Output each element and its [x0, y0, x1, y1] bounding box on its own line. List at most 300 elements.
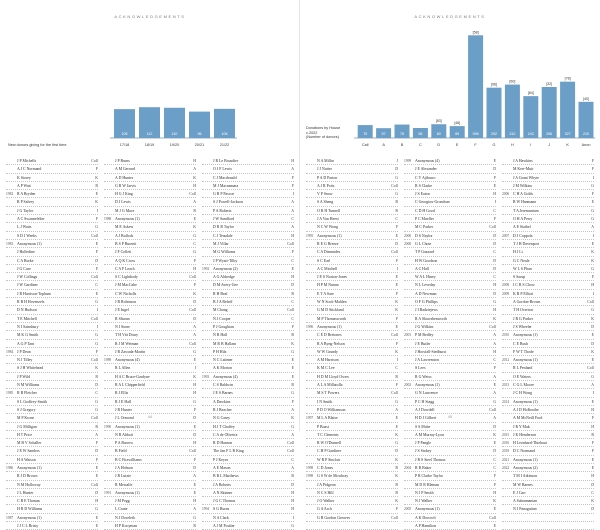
- donor-house: A: [291, 208, 294, 213]
- donor-name: Anonymous (1): [115, 217, 140, 222]
- donor-house: E: [493, 507, 496, 512]
- donor-name: J P Dean: [17, 349, 31, 354]
- list-item: [6, 323, 98, 331]
- list-item: [202, 497, 294, 505]
- donor-house: B: [395, 482, 398, 487]
- donor-name: A N Skinner: [213, 490, 233, 495]
- donor-year: 2021: [502, 457, 510, 462]
- list-item: [202, 373, 294, 381]
- donor-house: D: [395, 241, 398, 246]
- donor-name: N J Cooper: [213, 316, 231, 321]
- donor-house: H: [591, 283, 594, 288]
- running-header-right: ACKNOWLEDGEMENTS: [414, 14, 486, 19]
- donor-name: J R G Parker: [513, 316, 533, 321]
- list-item: [202, 423, 294, 431]
- list-item: [502, 273, 594, 281]
- list-item: [104, 348, 196, 356]
- donor-house: F: [95, 250, 98, 255]
- donor-house: H: [493, 308, 496, 313]
- donor-house: K: [591, 499, 594, 504]
- donor-name: N J P Smith: [415, 490, 434, 495]
- donor-house: F: [591, 192, 594, 197]
- donor-house: Coll: [489, 515, 496, 520]
- list-item: [306, 489, 398, 497]
- list-item: [202, 298, 294, 306]
- x-tick-label: 20/21: [194, 143, 205, 147]
- list-item: [104, 373, 196, 381]
- donor-year: 1998: [306, 474, 314, 479]
- donor-year: 1992: [202, 266, 210, 271]
- list-item: [104, 331, 196, 339]
- donor-house: E: [193, 424, 196, 429]
- list-item: [306, 190, 398, 198]
- donor-name: A J Bullock: [115, 233, 134, 238]
- donor-name: Anonymous (4): [213, 374, 238, 379]
- donor-name: J M MacCabe: [115, 283, 137, 288]
- list-item: [104, 489, 196, 497]
- donor-year: 1985: [6, 391, 14, 396]
- donor-house: B: [291, 383, 294, 388]
- donor-year: 2015: [502, 432, 510, 437]
- donor-house: K: [395, 432, 398, 437]
- donor-name: A J C Normand: [17, 167, 42, 172]
- donor-name: N A Clark: [213, 515, 229, 520]
- list-item: [404, 406, 496, 414]
- running-header-left: ACKNOWLEDGEMENTS: [114, 14, 186, 19]
- list-item: [6, 356, 98, 364]
- donor-house: E: [591, 457, 594, 462]
- donor-name: R J D Brown: [17, 474, 38, 479]
- donor-name: O H A Perry: [513, 217, 533, 222]
- bar-top-label: [78]: [564, 76, 571, 81]
- list-item: [104, 306, 196, 314]
- list-item: [104, 182, 196, 190]
- donor-name: C J Teasdale: [213, 233, 233, 238]
- donor-name: P R Clarke Taylor: [415, 474, 443, 479]
- donor-name: J R S Steel Thomas: [415, 457, 446, 462]
- donor-house: E: [95, 465, 98, 470]
- donor-name: P A Roberts: [213, 208, 232, 213]
- list-item: [404, 240, 496, 248]
- x-tick-label: 19/20: [169, 143, 180, 147]
- donor-name: I N Smith: [317, 399, 333, 404]
- donor-year: 1989: [104, 358, 112, 363]
- donor-name: S J Powell-Jackson: [213, 200, 244, 205]
- list-item: [202, 207, 294, 215]
- donor-name: S L Godfrey-Smith: [17, 399, 47, 404]
- list-item: [404, 248, 496, 256]
- donor-house: A: [193, 167, 196, 172]
- donor-name: H A C Bruce-Gardyne: [115, 374, 150, 379]
- donor-house: K: [193, 374, 196, 379]
- new-donors-caption: New donors giving for the first time: [8, 143, 67, 147]
- list-item: [6, 373, 98, 381]
- donor-house: B: [395, 374, 398, 379]
- donor-house: E: [193, 358, 196, 363]
- donor-name: L Crane: [115, 507, 128, 512]
- donor-house: E: [193, 490, 196, 495]
- list-item: [502, 472, 594, 480]
- donor-house: G: [95, 507, 98, 512]
- donor-year: 1994: [202, 507, 210, 512]
- donor-house: Coll: [91, 275, 98, 280]
- list-item: [502, 398, 594, 406]
- donor-year: 1984: [6, 349, 14, 354]
- donor-name: Anonymous (1): [513, 358, 538, 363]
- list-item: [6, 190, 98, 198]
- list-item: [502, 315, 594, 323]
- list-item: [306, 157, 398, 165]
- donor-house: G: [291, 524, 294, 529]
- donor-house: C: [591, 490, 594, 495]
- donor-house: K: [395, 308, 398, 313]
- donor-house: H: [193, 266, 196, 271]
- donor-house: D: [591, 341, 594, 346]
- list-item: [6, 489, 98, 497]
- donor-name: J E S Barnes: [213, 391, 233, 396]
- donor-house: A: [493, 416, 496, 421]
- donor-house: C: [493, 358, 496, 363]
- donor-name: M P Krone: [17, 416, 35, 421]
- donor-year: 1988: [104, 217, 112, 222]
- list-item: [502, 447, 594, 455]
- donations-by-house-chart: [300, 0, 600, 150]
- donor-house: K: [193, 225, 196, 230]
- donor-name: J R Lutzie: [115, 474, 131, 479]
- donor-house: Coll: [391, 333, 398, 338]
- list-item: [202, 431, 294, 439]
- donor-name: R A Shawsbenworth: [415, 316, 447, 321]
- donor-house: F: [591, 275, 594, 280]
- donor-name: D S Naylor: [415, 233, 433, 238]
- donor-year: 2000: [404, 233, 412, 238]
- donor-name: R B H Hovenzels: [17, 300, 45, 305]
- donor-name: S A Sheng: [317, 200, 334, 205]
- donor-house: B: [395, 490, 398, 495]
- x-tick-label: Anon: [581, 143, 591, 147]
- list-item: [202, 464, 294, 472]
- bar-top-label: [48]: [454, 121, 461, 126]
- donor-name: Anonymous (1): [17, 241, 42, 246]
- donor-house: A: [291, 225, 294, 230]
- donor-name: G M D Stickland: [317, 308, 344, 313]
- donor-house: D: [493, 167, 496, 172]
- donor-house: E: [95, 192, 98, 197]
- donor-house: A: [95, 432, 98, 437]
- x-tick-label: C: [419, 143, 422, 147]
- donor-house: G: [395, 192, 398, 197]
- donor-name: C J Macdonald: [213, 175, 237, 180]
- donor-house: D: [493, 233, 496, 238]
- donor-name: J A Lawremton: [415, 358, 439, 363]
- list-item: [6, 257, 98, 265]
- donor-house: D: [95, 449, 98, 454]
- list-item: [6, 472, 98, 480]
- donor-house: G: [493, 300, 496, 305]
- donor-name: S D J Weeks: [17, 233, 37, 238]
- donor-name: G S W de Mowbray: [317, 474, 349, 479]
- donor-name: J S Stokey: [415, 449, 432, 454]
- donor-name: G C Neale: [513, 258, 530, 263]
- donor-house: F: [591, 449, 594, 454]
- bar-value-label: 112: [146, 132, 153, 136]
- donor-name: B Field: [115, 449, 127, 454]
- donor-house: I: [592, 175, 594, 180]
- donor-house: B: [591, 432, 594, 437]
- donor-name: A P Watt: [17, 183, 31, 188]
- list-item: [306, 306, 398, 314]
- list-item: [404, 522, 496, 530]
- list-item: [104, 456, 196, 464]
- donor-name: A L A Millatolla: [317, 383, 343, 388]
- list-item: [404, 356, 496, 364]
- list-item: [502, 389, 594, 397]
- house-chart-title: Donations by House: [306, 126, 341, 130]
- donor-name: J G Taylor: [17, 208, 34, 213]
- donor-house: Coll: [587, 366, 594, 371]
- donor-house: C: [291, 217, 294, 222]
- donor-name: R D Hanson: [213, 441, 233, 446]
- list-item: [6, 497, 98, 505]
- list-item: [6, 447, 98, 455]
- donor-house: E: [95, 291, 98, 296]
- donor-name: H W Goodson: [415, 258, 438, 263]
- donor-name: R J M Wetman: [115, 341, 139, 346]
- donor-name: A J D Holbrothe: [513, 407, 539, 412]
- donor-house: K: [591, 258, 594, 263]
- x-tick-label: 17/18: [119, 143, 130, 147]
- list-item: [306, 232, 398, 240]
- bar-value-label: 69: [455, 132, 460, 136]
- donor-house: F: [291, 183, 294, 188]
- donor-house: E: [493, 383, 496, 388]
- list-item: [6, 198, 98, 206]
- donor-name: J R Y Mak: [513, 424, 530, 429]
- donor-house: A: [291, 167, 294, 172]
- donor-house: E: [395, 424, 398, 429]
- donor-house: D: [291, 283, 294, 288]
- list-item: [306, 406, 398, 414]
- list-item: [202, 481, 294, 489]
- donor-name: P J Goughian: [213, 324, 234, 329]
- donor-house: D: [591, 482, 594, 487]
- donor-name: D R R Taylor: [213, 225, 234, 230]
- list-item: [404, 273, 496, 281]
- donor-name: R J Beacher: [213, 407, 232, 412]
- list-item: [202, 406, 294, 414]
- donor-year: 2002: [404, 383, 412, 388]
- donor-house: F: [193, 407, 196, 412]
- donor-year: 2012: [502, 358, 510, 363]
- list-item: [202, 281, 294, 289]
- donor-house: I: [96, 324, 98, 329]
- list-item: [202, 165, 294, 173]
- donor-list-right: [300, 157, 600, 529]
- donor-house: E: [395, 275, 398, 280]
- list-item: [202, 356, 294, 364]
- x-tick-label: Call: [361, 143, 369, 147]
- donor-name: M K G Smith: [17, 333, 39, 338]
- donor-name: M S T Powers: [317, 391, 340, 396]
- donor-house: E: [591, 358, 594, 363]
- donor-name: S C Lightbody: [115, 275, 138, 280]
- list-item: [202, 505, 294, 513]
- bar-value-label: 243: [527, 132, 534, 136]
- donor-name: L J Watts: [17, 225, 32, 230]
- list-item: [306, 315, 398, 323]
- donor-house: C: [493, 275, 496, 280]
- donor-name: E T A Sare: [317, 291, 334, 296]
- donor-house: Coll: [189, 449, 196, 454]
- donor-house: F: [395, 507, 398, 512]
- donor-name: T P Gazzard: [415, 250, 435, 255]
- donor-name: J R Robinson: [115, 300, 136, 305]
- donor-name: C D Jones: [317, 465, 333, 470]
- list-item: [6, 423, 98, 431]
- donor-name: R R Baker: [415, 465, 432, 470]
- donor-house: H: [193, 499, 196, 504]
- list-item: [104, 323, 196, 331]
- list-item: [306, 381, 398, 389]
- donor-house: F: [291, 399, 294, 404]
- donor-house: F: [95, 349, 98, 354]
- donor-house: E: [591, 399, 594, 404]
- list-item: [502, 207, 594, 215]
- donor-name: A M Murray-Lyon: [415, 432, 444, 437]
- donor-name: Anonymous (2): [213, 266, 238, 271]
- list-item: [104, 514, 196, 522]
- bar-F: [468, 35, 483, 138]
- donor-name: D C Normand: [513, 449, 536, 454]
- list-item: [6, 514, 98, 522]
- donor-name: A Dawkins: [213, 399, 231, 404]
- donor-name: P Boast: [317, 424, 329, 429]
- donor-year: 2013: [502, 383, 510, 388]
- donor-name: J G Cure: [17, 266, 31, 271]
- donor-name: R B Fletcher: [17, 391, 37, 396]
- list-item: [404, 447, 496, 455]
- list-item: [6, 464, 98, 472]
- list-item: [502, 323, 594, 331]
- list-item: [104, 265, 196, 273]
- donor-name: M B V Schaller: [17, 441, 42, 446]
- donor-year: 1998: [306, 465, 314, 470]
- list-item: [306, 423, 398, 431]
- donor-house: C: [395, 366, 398, 371]
- donor-name: J Holledine: [17, 250, 35, 255]
- donor-house: D: [591, 324, 594, 329]
- donor-name: J R Zawada-Martin: [115, 349, 146, 354]
- donor-house: K: [395, 300, 398, 305]
- donor-house: H: [193, 391, 196, 396]
- donor-name: D J Coppola: [513, 233, 533, 238]
- donor-name: J E Butler: [415, 341, 431, 346]
- donor-name: J J Nutter: [317, 167, 332, 172]
- list-item: [404, 489, 496, 497]
- donor-name: R A Bryden: [17, 192, 36, 197]
- list-item: [104, 157, 196, 165]
- list-item: [104, 481, 196, 489]
- list-item: [202, 489, 294, 497]
- list-item: [6, 281, 98, 289]
- list-item: [404, 481, 496, 489]
- donor-name: H D J Gilbert: [415, 416, 437, 421]
- list-item: [306, 265, 398, 273]
- page-number-left: 44: [147, 414, 153, 419]
- donor-house: G: [95, 407, 98, 412]
- donor-house: F: [95, 217, 98, 222]
- list-item: [6, 389, 98, 397]
- donor-house: K: [95, 200, 98, 205]
- donor-name: K Storey: [17, 175, 31, 180]
- donor-house: I: [592, 291, 594, 296]
- list-item: [502, 165, 594, 173]
- list-item: [6, 315, 98, 323]
- donor-house: H: [291, 275, 294, 280]
- donor-name: C W Nicholls: [115, 291, 137, 296]
- list-item: [502, 439, 594, 447]
- donor-name: N C W Wong: [317, 225, 338, 230]
- donor-house: A: [493, 333, 496, 338]
- list-item: [502, 522, 594, 530]
- list-item: [104, 273, 196, 281]
- donor-name: J A Hawkins: [513, 159, 533, 163]
- donor-name: A C Swannefelter: [17, 217, 45, 222]
- list-item: [404, 505, 496, 513]
- list-item: [306, 340, 398, 348]
- donor-name: N I Stone: [115, 324, 130, 329]
- donor-name: A E Staibel: [513, 225, 531, 230]
- donor-house: D: [493, 266, 496, 271]
- donor-house: D: [193, 316, 196, 321]
- donor-house: Coll: [189, 275, 196, 280]
- donor-name: J G C Thomas: [213, 499, 236, 504]
- list-item: [502, 514, 594, 522]
- donor-list-left: [0, 157, 300, 529]
- donor-house: Coll: [91, 416, 98, 421]
- donor-name: C H P Gardiner: [317, 449, 342, 454]
- donor-house: F: [395, 341, 398, 346]
- donor-house: K: [395, 457, 398, 462]
- list-item: [306, 398, 398, 406]
- donor-house: F: [493, 474, 496, 479]
- list-item: [306, 298, 398, 306]
- list-item: [202, 215, 294, 223]
- donor-name: W N Scott-Malden: [317, 300, 347, 305]
- donor-house: K: [493, 432, 496, 437]
- donor-house: B: [95, 374, 98, 379]
- list-item: [502, 464, 594, 472]
- x-tick-label: G: [492, 143, 496, 147]
- list-item: [306, 447, 398, 455]
- list-item: [202, 248, 294, 256]
- donor-name: N R Hall: [213, 333, 228, 338]
- donor-house: Coll: [91, 316, 98, 321]
- donor-house: K: [95, 175, 98, 180]
- donor-name: C A F Leach: [115, 266, 135, 271]
- donor-year: 2016: [502, 441, 510, 446]
- donor-house: G: [193, 233, 196, 238]
- list-item: [306, 522, 398, 530]
- donor-house: A: [291, 432, 294, 437]
- donor-name: A K Morton: [213, 366, 233, 371]
- donor-house: F: [591, 167, 594, 172]
- donor-name: M C Parker: [415, 225, 434, 230]
- list-item: [404, 456, 496, 464]
- donor-name: J G Wilkins: [415, 324, 434, 329]
- bar-value-label: 210: [583, 132, 589, 136]
- donor-house: C: [395, 217, 398, 222]
